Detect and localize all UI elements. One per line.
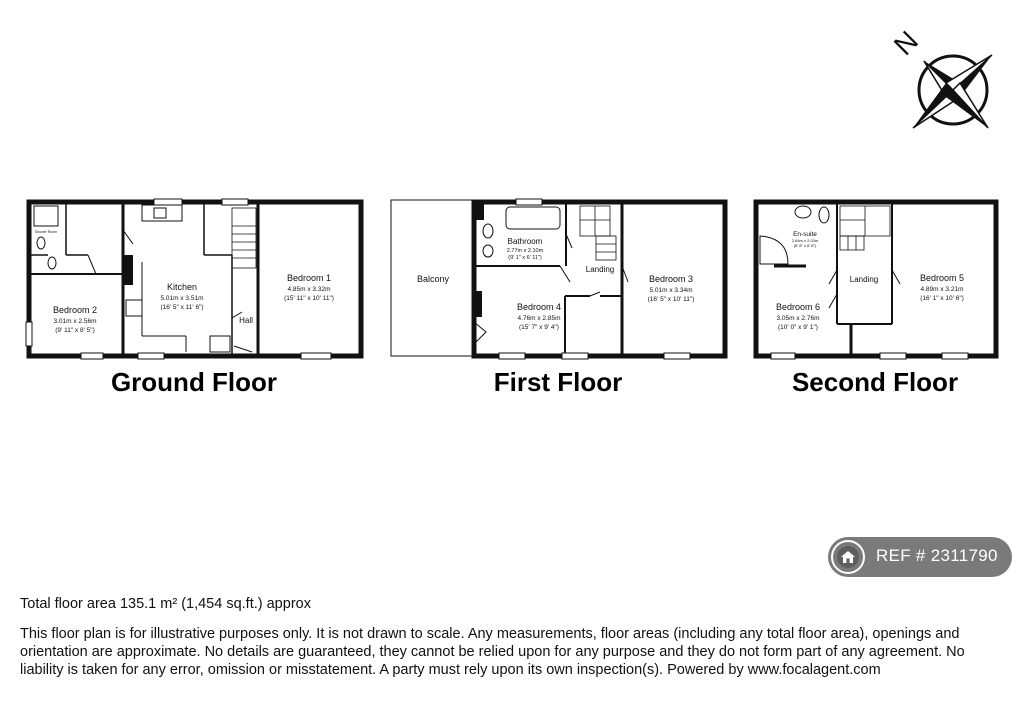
room-metric-bedroom-2: 3.01m x 2.56m [53,318,97,325]
ground-floor-title: Ground Floor [110,367,278,397]
room-imperial-bedroom-6: (10' 0" x 9' 1") [778,324,818,331]
home-icon [831,540,865,574]
room-label-landing-second: Landing [849,275,879,284]
compass-rose-icon [888,25,992,128]
compass-north-label: N [887,24,925,62]
room-metric-ensuite: 2.64m x 2.03m [791,238,819,243]
room-imperial-kitchen: (16' 5" x 11' 6") [160,304,204,311]
room-metric-bathroom: 2.77m x 2.10m [506,248,544,254]
first-floor-plan [391,199,725,359]
room-imperial-bedroom-3: (16' 5" x 10' 11") [647,296,695,303]
first-floor-title: First Floor [493,367,623,397]
second-floor-title: Second Floor [791,367,959,397]
ground-floor-plan [26,199,361,359]
room-imperial-bathroom: (9' 1" x 6' 11") [508,255,542,261]
room-imperial-bedroom-1: (15' 11" x 10' 11") [284,295,334,302]
reference-number: REF # 2311790 [876,546,998,565]
room-label-shower-room: Shower Room [34,230,58,234]
room-label-hall: Hall [239,316,253,325]
room-label-kitchen: Kitchen [166,282,198,292]
second-floor-plan [756,202,996,359]
room-metric-bedroom-4: 4.76m x 2.85m [517,315,561,322]
room-label-bathroom: Bathroom [507,237,543,246]
room-imperial-bedroom-2: (9' 11" x 8' 5") [55,327,95,334]
room-label-bedroom-4: Bedroom 4 [516,302,562,312]
room-metric-bedroom-3: 5.01m x 3.34m [649,287,693,294]
room-metric-kitchen: 5.01m x 3.51m [160,295,204,302]
disclaimer-text: This floor plan is for illustrative purposes only. It is not drawn to scale. Any measurements, floor areas (including any total floor area), openings and orientation are approximate. No details are guaranteed, they cannot be relied upon for any purpose and they do not form part of any agreement. No liability is taken for any error, omission or misstatement. A party must rely upon its own inspection(s). Powered by www.focalagent.com [20,626,965,678]
room-label-balcony: Balcony [416,274,450,284]
room-imperial-bedroom-4: (15' 7" x 9' 4") [519,324,559,331]
room-label-bedroom-1: Bedroom 1 [286,273,332,283]
room-label-landing: Landing [585,265,615,274]
room-metric-bedroom-1: 4.85m x 3.32m [287,286,331,293]
room-label-bedroom-5: Bedroom 5 [919,273,965,283]
room-label-bedroom-3: Bedroom 3 [648,274,694,284]
reference-badge [828,537,1012,577]
room-metric-bedroom-5: 4.89m x 3.21m [920,286,964,293]
room-imperial-bedroom-5: (16' 1" x 10' 6") [920,295,964,302]
room-label-bedroom-6: Bedroom 6 [775,302,821,312]
total-floor-area: Total floor area 135.1 m² (1,454 sq.ft.) approx [20,596,311,612]
room-metric-bedroom-6: 3.05m x 2.76m [776,315,820,322]
room-label-ensuite: En-suite [793,231,817,238]
room-label-bedroom-2: Bedroom 2 [52,305,98,315]
room-imperial-ensuite: (8' 8" x 6' 8") [793,243,817,248]
